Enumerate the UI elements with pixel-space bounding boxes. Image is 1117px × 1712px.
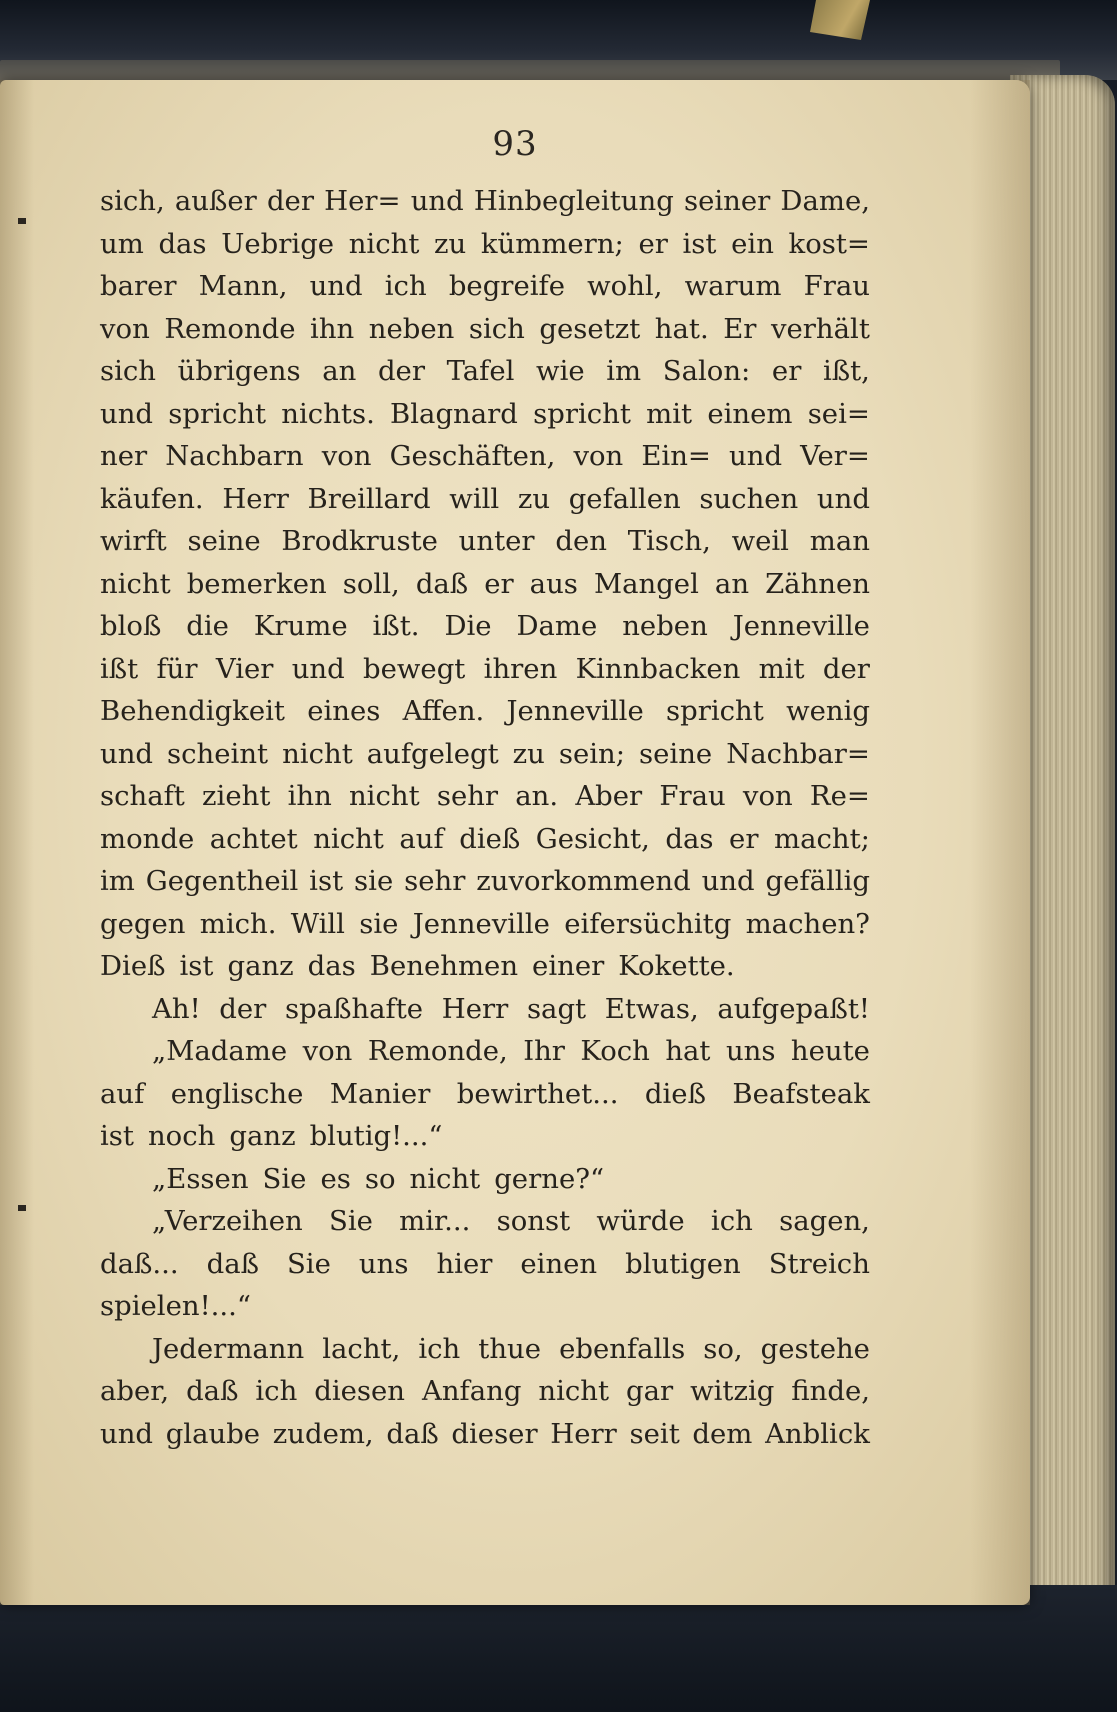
text-line: auf englische Manier bewirthet... dieß Beafsteak	[100, 1077, 870, 1110]
text-line: Ah! der spaßhafte Herr sagt Etwas, aufgepaßt!	[152, 992, 870, 1025]
text-line: bloß die Krume ißt. Die Dame neben Jenneville	[100, 610, 870, 642]
text-line: und scheint nicht aufgelegt zu sein; seine Nachbar=	[100, 737, 870, 770]
text-line: gegen mich. Will sie Jenneville eifersüchitg machen?	[100, 907, 870, 940]
page-gutter-shadow	[0, 80, 34, 1605]
margin-mark	[18, 218, 26, 224]
text-line: Dieß ist ganz das Benehmen einer Kokette.	[100, 950, 735, 982]
body-text	[100, 180, 870, 1455]
text-line: ist noch ganz blutig!...“	[100, 1120, 443, 1152]
page-edge-shadow	[970, 80, 1030, 1605]
text-line: „Verzeihen Sie mir... sonst würde ich sagen,	[152, 1205, 870, 1237]
text-line: sich, außer der Her= und Hinbegleitung seiner Dame,	[100, 185, 870, 217]
text-line: daß... daß Sie uns hier einen blutigen Streich	[100, 1247, 870, 1280]
text-line: Behendigkeit eines Affen. Jenneville spricht wenig	[100, 695, 870, 727]
text-line: im Gegentheil ist sie sehr zuvorkommend und gefällig	[100, 865, 870, 897]
text-line: nicht bemerken soll, daß er aus Mangel an Zähnen	[100, 567, 870, 600]
text-line: ner Nachbarn von Geschäften, von Ein= und Ver=	[100, 440, 870, 472]
text-line: um das Uebrige nicht zu kümmern; er ist ein kost=	[100, 227, 870, 260]
text-line: „Essen Sie es so nicht gerne?“	[152, 1162, 605, 1195]
text-line: barer Mann, und ich begreife wohl, warum Frau	[100, 270, 870, 302]
text-line: schaft zieht ihn nicht sehr an. Aber Frau von Re=	[100, 780, 870, 812]
page-number: 93	[492, 124, 538, 164]
text-line: spielen!...“	[100, 1290, 251, 1322]
text-line: „Madame von Remonde, Ihr Koch hat uns heute	[152, 1035, 870, 1067]
text-line: Jedermann lacht, ich thue ebenfalls so, gestehe	[152, 1332, 870, 1365]
book-page	[0, 80, 1030, 1605]
text-line: von Remonde ihn neben sich gesetzt hat. Er verhält	[100, 312, 870, 345]
text-line: monde achtet nicht auf dieß Gesicht, das er macht;	[100, 822, 870, 855]
margin-mark	[18, 1205, 26, 1211]
text-line: aber, daß ich diesen Anfang nicht gar witzig finde,	[100, 1375, 870, 1407]
text-line: sich übrigens an der Tafel wie im Salon: er ißt,	[100, 355, 870, 387]
text-line: käufen. Herr Breillard will zu gefallen suchen und	[100, 482, 870, 515]
text-line: ißt für Vier und bewegt ihren Kinnbacken mit der	[100, 652, 870, 685]
text-line: und glaube zudem, daß dieser Herr seit dem Anblick	[100, 1417, 870, 1450]
text-line: wirft seine Brodkruste unter den Tisch, weil man	[100, 525, 870, 557]
text-line: und spricht nichts. Blagnard spricht mit einem sei=	[100, 397, 870, 430]
